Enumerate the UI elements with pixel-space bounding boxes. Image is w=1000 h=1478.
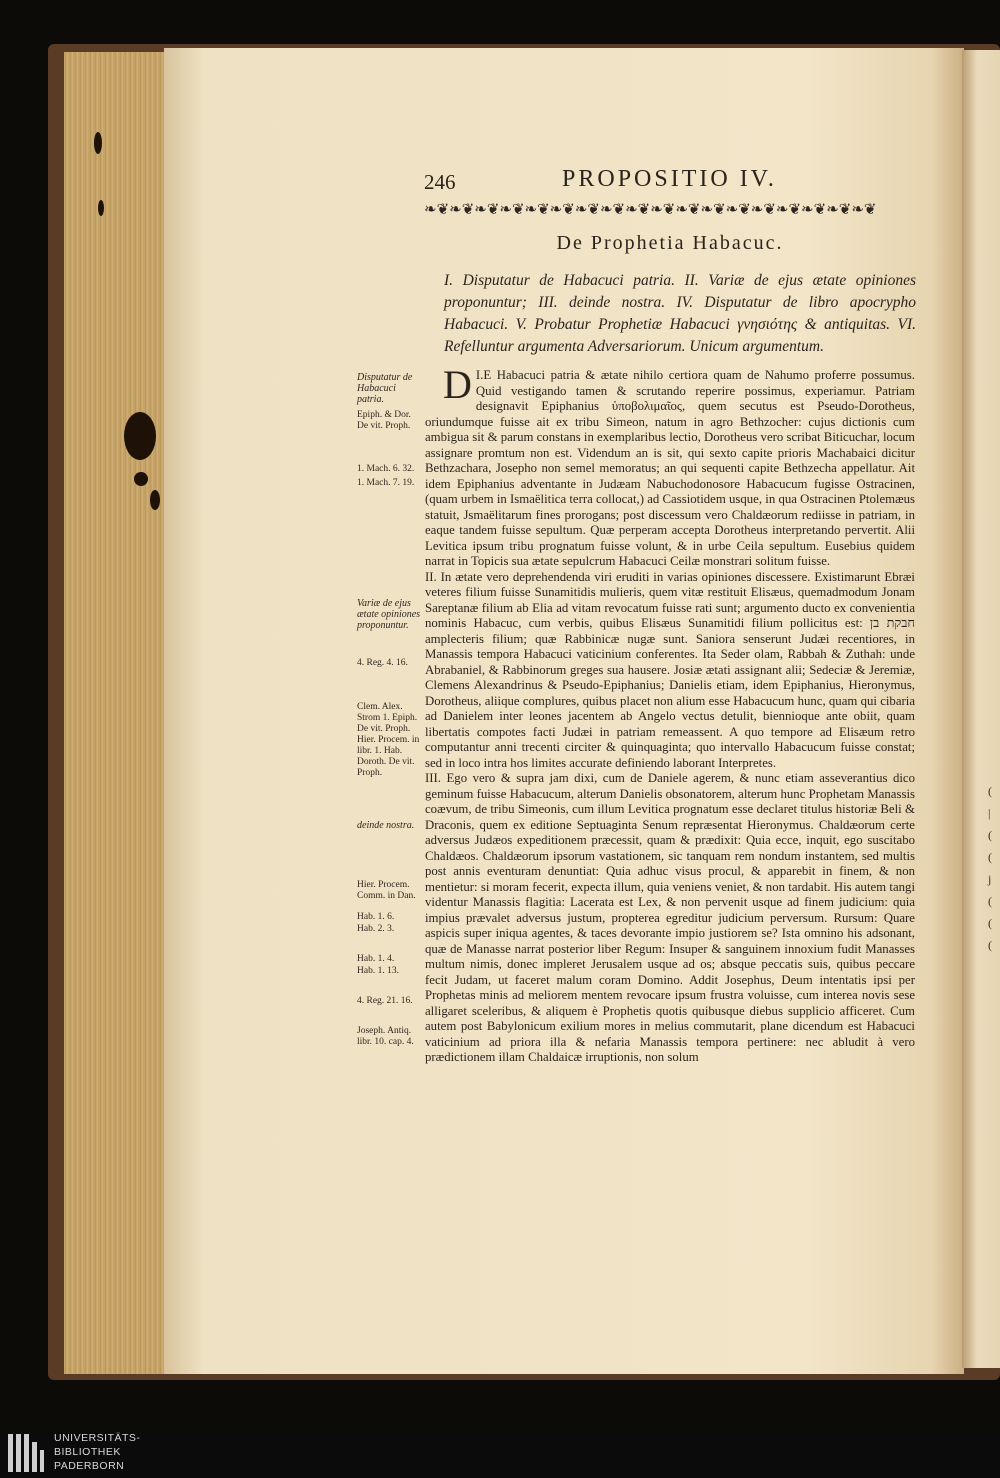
ornament-glyphs: ❧❦❧❦❧❦❧❦❧❦❧❦❧❦❧❦❧❦❧❦❧❦❧❦❧❦❧❦❧❦❧❦❧❦❧❦ [424,203,877,217]
margin-note: Hier. Procem. Comm. in Dan. [357,880,416,901]
margin-note: 4. Reg. 4. 16. [357,658,408,668]
body-text [425,362,916,1066]
page-edges [64,52,168,1374]
facing-page-edge [962,50,1000,1368]
drop-cap: D [443,362,472,407]
library-name-line-2: BIBLIOTHEK [54,1446,121,1458]
ink-stain [98,200,104,216]
ink-stain [94,132,102,154]
running-head [424,166,794,194]
margin-note: Epiph. & Dor. De vit. Proph. [357,410,411,431]
margin-note: 4. Reg. 21. 16. [357,996,413,1006]
paragraph-text: Ego vero & supra jam dixi, cum de Daniele agerem, & nunc etiam asseverantius dico geminum fuisse Habacucum, alterum Danielis obsonatorem, alterum hunc Prophetam Manassis coævum, de tribu Simeonis, cum illum Levitica prognatum esse declaret titulus historiæ Beli & Draconis, quem ex editione Septuaginta Senum repræsentat Hieronymus. Chaldæorum certe adversus Judæos expeditionem præcessit, quam & prædixit: Quia ecce, inquit, ego suscitabo Chaldæos. Chaldæorum ipsorum vastationem, sic tanquam rem nondum instantem, sed multis post annis eventuram denuntiat: Quia adhuc visus procul, & apparebit in finem, & non mentietur: si moram fecerit, expecta illum, quia veniens veniet, & non tardabit. His autem tangi videntur Manassis flagitia: Lacerata est Lex, & non pervenit usque ad finem judicium: quia impius prævalet adversus justum, propterea egreditur judicium perversum. Rursum: Quare aspicis super iniqua agentes, & taces devorante impio justiorem se? Ista omnino his adsonant, quæ de Manasse narrat posterior liber Regum: Insuper & sanguinem innoxium fudit Manasses multum nimis, donec impleret Jerusalem usque ad os; absque peccatis suis, quibus peccare fecit Judam, ut faceret malum coram Domino. Addit Josephus, Deum intentatis ipsi per Prophetas minis ad meliorem mentem revocare ipsum frustra voluisse, cum interea novis sese alligaret sceleribus, & aliquem è Prophetis quotis quibusque diebus supplicio afficeret. Cum autem post Babylonicum exilium mores in melius commutarit, plane dicendum est Habacuci vaticinium ad priora illa & nefaria Manassis tempora pertinere: nec abludit à vero prædictionem illam Chaldaicæ irruptionis, non solum [425,771,916,1064]
margin-note: Hab. 1. 4. [357,954,395,964]
library-name-line-3: PADERBORN [54,1460,125,1472]
paragraph-number: II. [425,569,437,584]
margin-note: Hab. 1. 6. [357,912,395,922]
margin-note: 1. Mach. 7. 19. [357,478,415,488]
ink-stain [124,412,156,460]
margin-note: Clem. Alex. Strom 1. Epiph. De vit. Proph. Hier. Procem. in libr. 1. Hab. Doroth. De vit. Proph. [357,702,420,778]
running-title: PROPOSITIO IV. [562,166,777,192]
ink-stain [134,472,148,486]
margin-note: Hab. 2. 3. [357,924,395,934]
ink-stain [150,490,160,510]
paragraph-number: I. [475,368,484,382]
margin-note: Joseph. Antiq. libr. 10. cap. 4. [357,1026,414,1047]
section-title: De Prophetia Habacuc. [556,232,784,254]
paragraph-number: III. [425,771,441,785]
library-footer [0,1428,1000,1478]
paragraph-3 [425,771,915,1066]
margin-note: 1. Mach. 6. 32. [357,464,415,474]
margin-note: deinde nostra. [357,820,415,831]
margin-note: Variæ de ejus ætate opiniones proponuntur. [357,598,421,631]
margin-note: Disputatur de Habacuci patria. [357,372,413,405]
paragraph-text: In ætate vero deprehendenda viri eruditi in varias opiniones discessere. Existimarunt Ebræi veteres filium fuisse Sunamitidis mulieris, quem vitæ restituit Elisæus, quemadmodum Jonam Sareptanæ filium ab Elia ad vitam revocatum fuisse rati sunt; argumento ducto ex convenientia nominis Habacuc, cum verbis, quibus Elisæus Sunamitidi filium pollicitus est: חבקת בן amplecteris filium; quæ Rabbinicæ nugæ sunt. Saniora senserunt Judæi recentiores, in Manassis tempora Habacuci vaticinium conferentes. Ita Seder olam, Rabbah & Zuthah: unde Abrabaniel, & Rabbinorum greges sua hausere. Josiæ ætati assignant alii; Sedeciæ & Jeremiæ, Clemens Alexandrinus & Pseudo-Epiphanius; Danielis etiam, idem Epiphanius, Hieronymus, Dorotheus, aliique complures, quibus placet non alium esse Habacucum hunc, quam qui cibaria ad Danielem inter leones jacentem ab Angelo vectus detulit, biennioque ante obiit, quam libertatis compotes facti Judæi in patriam remeassent. A quo tempore ad Elisæum retro computantur anni trecenti circiter & quinquaginta; quo intervallo Habacucum fuisse constat; sed in loco intra hos limites accurate definiendo laborant Interpretes. [425,569,915,770]
paragraph-1 [425,362,915,570]
paragraph-2 [425,570,915,772]
library-logo-icon [6,1432,46,1474]
library-name-line-1: UNIVERSITÄTS- [54,1432,141,1444]
margin-note: Hab. 1. 13. [357,966,399,976]
paragraph-text: E Habacuci patria & ætate nihilo certiora quam de Nahumo proferre possumus. Quid vestigando tamen & scrutando reperire possimus, experiamur. Patriam designavit Epiphanius ὑποβολιμαῖος, quem secutus est Pseudo-Dorotheus, oriundumque fuisse ait ex tribu Simeon, natum in agro Bethzocher: cujus dictionis cum ambigua sit & parum constans in exemplaribus lectio, Dorotheus vero scribat Biticuchar, locum assignare promtum non est. Videndum an is sit, qui sexto capite prioris Machabaici dicitur Bethzachara, Josepho non semel memoratus; an qui sequenti capite Bethzecha appellatur. Ait idem Epiphanius adventante in Judæam Nabuchodonosore Habacucum fugisse Ostracinen, (quam urbem in Ismaëlitica terra collocat,) ad Cassiotidem usque, in qua Ostracinen Ptolemæus statuit, Jsmaëlitarum fines prorogans; post discessum vero Chaldæorum rediisse in patriam, in eaque tandem fuisse sepultum. Quæ perperam accepta Dorotheus interpretando pervertit. Alii Levitica ipsum tribu prognatum fuisse volunt, & in urbe Ceila sepultum. Eusebius quidem narrat in Topicis sua ætate sepulcrum Habacuci Ceilæ monstrari solitum fuisse. [425,368,915,568]
facing-page-glyphs: ( | ( ( j ( ( ( [988,784,992,952]
ornament-band [424,203,916,217]
page-number: 246 [424,170,456,194]
chapter-summary: I. Disputatur de Habacuci patria. II. Variæ de ejus ætate opiniones proponuntur; III. deinde nostra. IV. Disputatur de libro apocrypho Habacuci. V. Probatur Prophetiæ Habacuci γνησιότης & antiquitas. VI. Refelluntur argumenta Adversariorum. Unicum argumentum. [444,272,916,355]
